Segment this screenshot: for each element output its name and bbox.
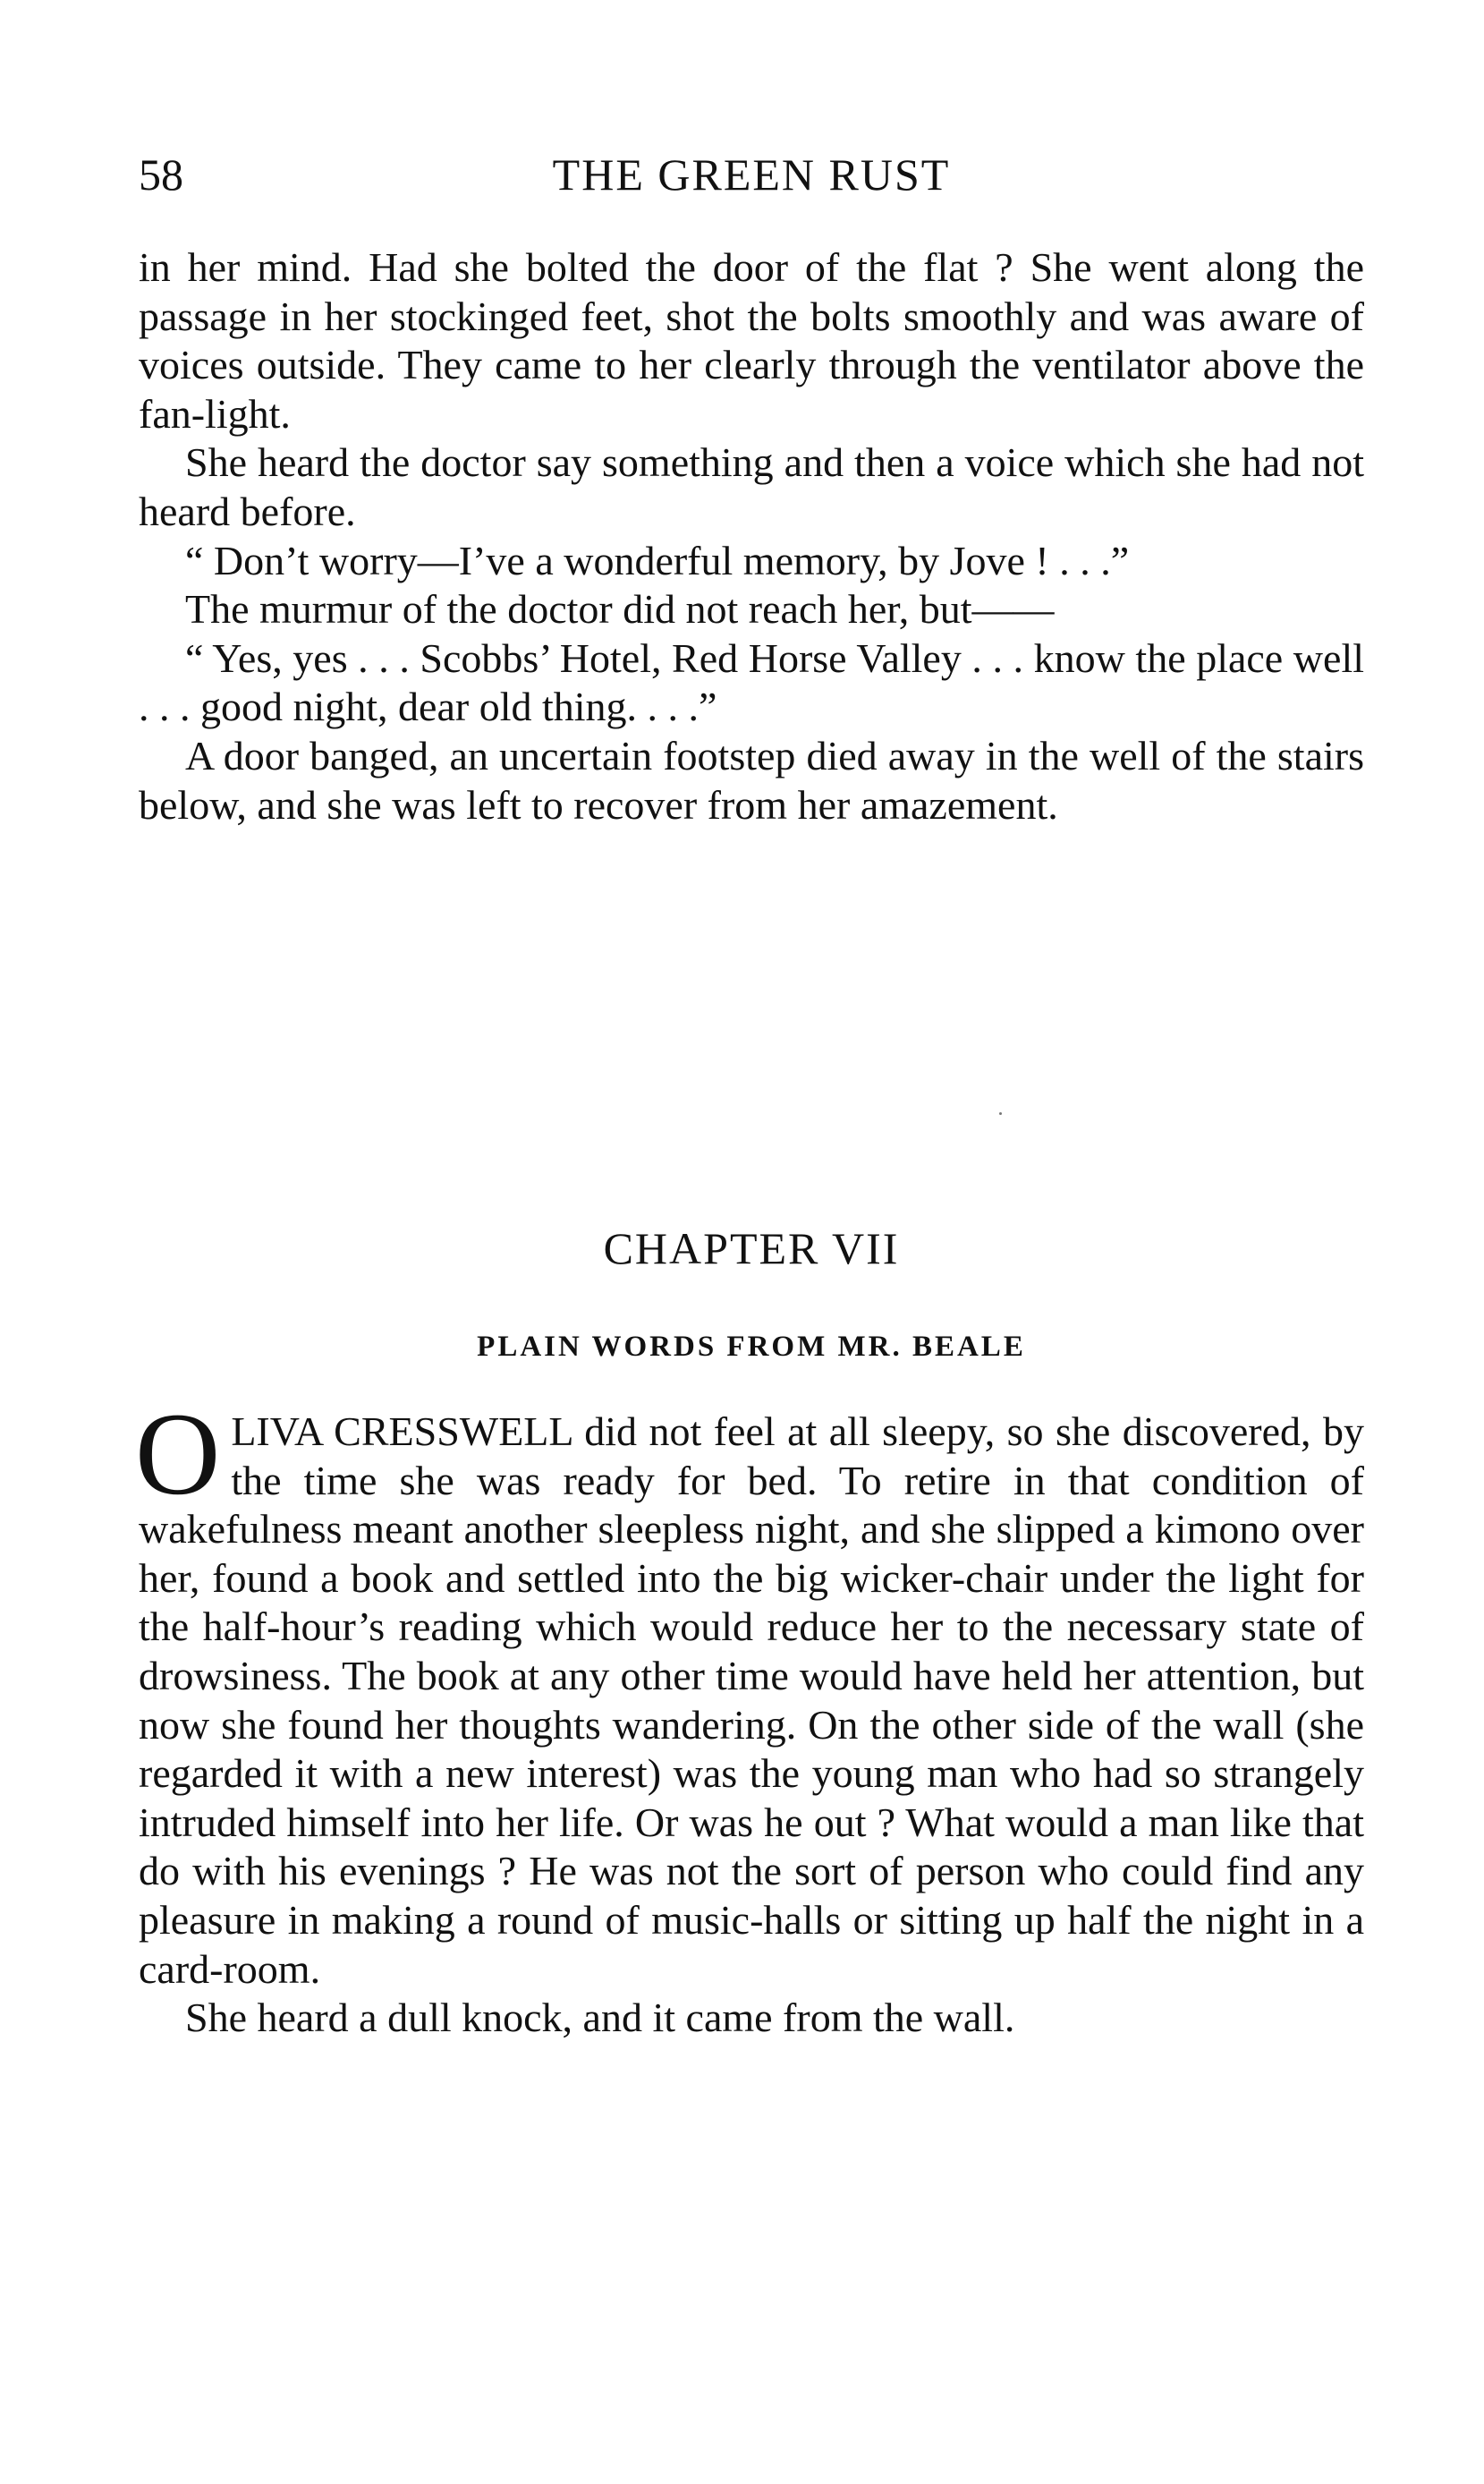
page-header	[139, 143, 1364, 206]
chapter-subtitle: PLAIN WORDS FROM MR. BEALE	[477, 1331, 1026, 1363]
paragraph: A door banged, an uncertain footstep died away in the well of the stairs below, and she was left to recover from her amazement.	[139, 732, 1364, 828]
chapter-title: CHAPTER VII	[603, 1223, 900, 1273]
running-title: THE GREEN RUST	[552, 149, 951, 200]
first-paragraph-text: LIVA CRESSWELL did not feel at all sleepy, so she discovered, by the time she was ready for bed. To retire in that condition of wakefulness meant another sleepless night, and she slipped a kimono over her, found a book and settled into the big wicker-chair under the light for the half-hour’s reading which would reduce her to the necessary state of drowsiness. The book at any other time would have held her attention, but now she found her thoughts wandering. On the other side of the wall (she regarded it with a new interest) was the young man who had so strangely intruded himself into her life. Or was he out ? What would a man like that do with his evenings ? He was not the sort of person who could find any pleasure in making a round of music-halls or sitting up half the night in a card-room.	[139, 1408, 1364, 1992]
chapter-first-paragraph	[135, 1388, 1364, 1994]
page-number: 58	[139, 149, 183, 200]
paragraph: “ Don’t worry—I’ve a wonderful memory, by Jove ! . . .”	[185, 537, 1130, 583]
chapter-body	[135, 1388, 1364, 2043]
stray-mark	[999, 1112, 1002, 1115]
paragraph: “ Yes, yes . . . Scobbs’ Hotel, Red Horse Valley . . . know the place well . . . good night, dear old thing. . . .”	[139, 634, 1364, 730]
paragraph: in her mind. Had she bolted the door of the flat ? She went along the passage in her stockinged feet, shot the bolts smoothly and was aware of voices outside. They came to her clearly through the ventilator above the fan-light.	[139, 244, 1364, 437]
paragraph: The murmur of the doctor did not reach her, but——	[185, 586, 1055, 633]
body-text-top	[139, 243, 1364, 829]
paragraph: She heard the doctor say something and then a voice which she had not heard before.	[139, 439, 1364, 534]
drop-cap: O	[135, 1388, 221, 1519]
paragraph: She heard a dull knock, and it came from the wall.	[185, 1995, 1015, 2041]
